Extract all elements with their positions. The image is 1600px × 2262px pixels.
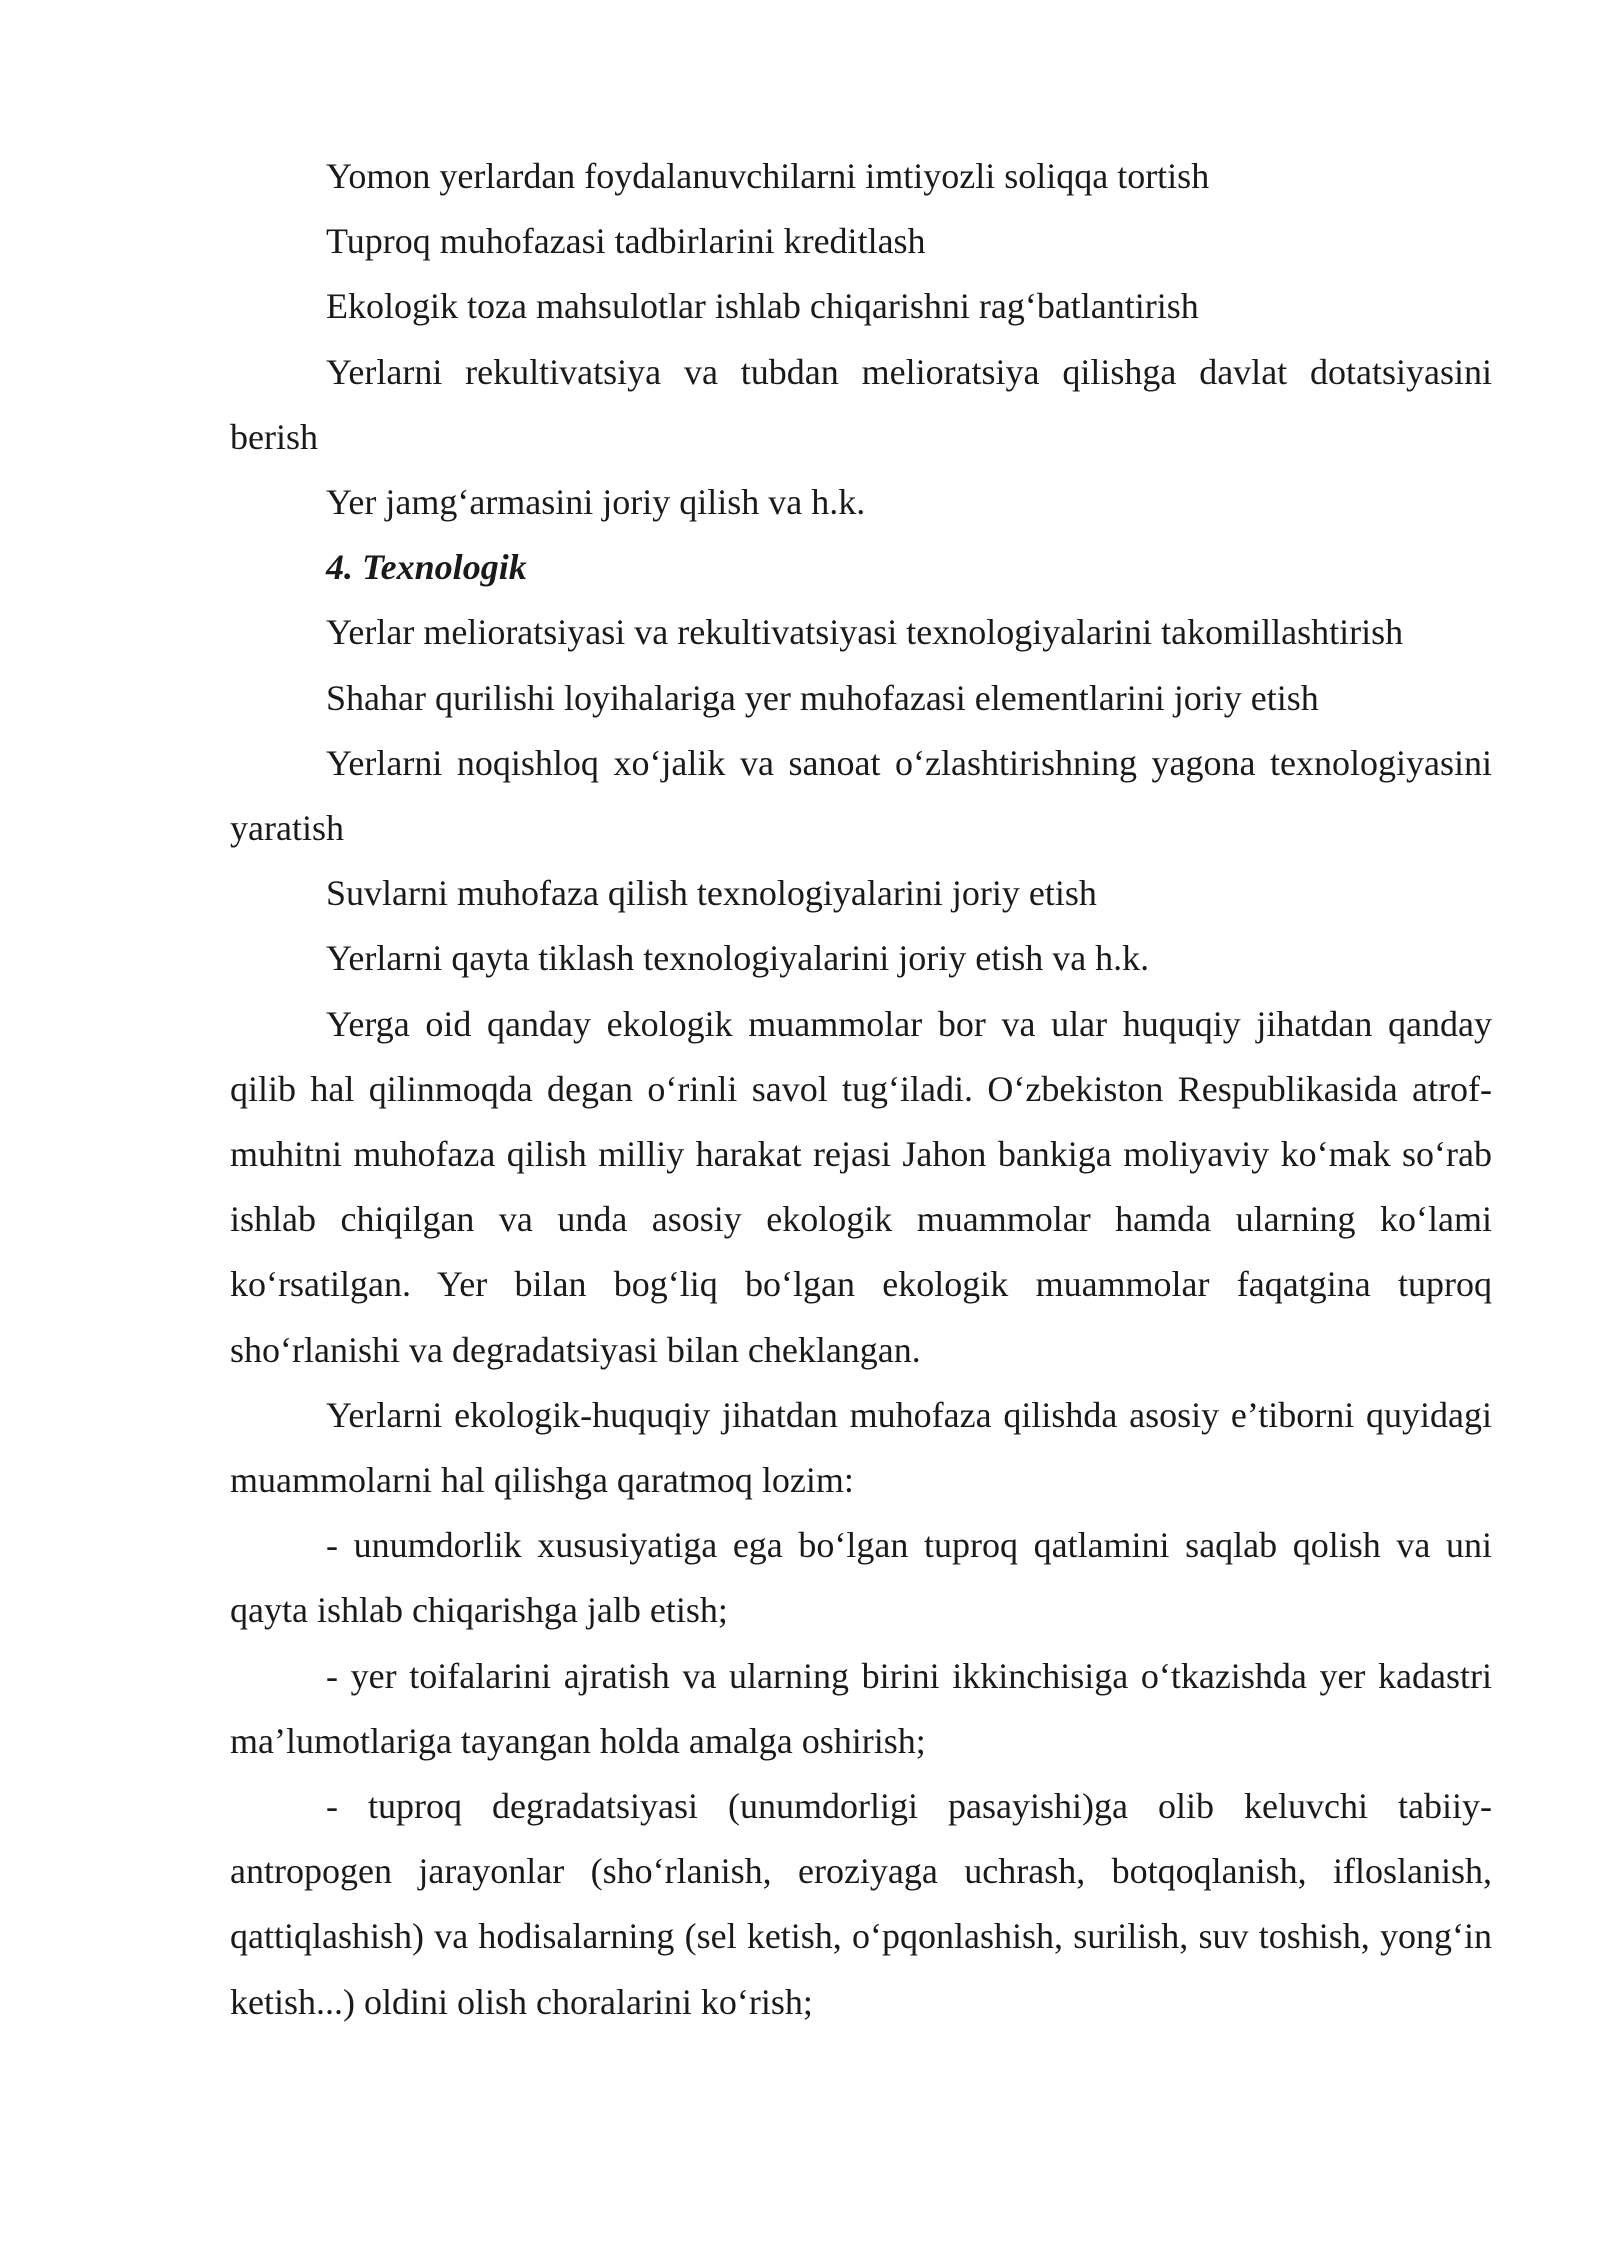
paragraph-ekologik-muammolar: Yerga oid qanday ekologik muammolar bor va ular huquqiy jihatdan qanday qilib hal qilinmoqda degan o‘rinli savol tug‘iladi. O‘zbekiston Respublikasida atrof-muhitni muhofaza qilish milliy harakat rejasi Jahon bankiga moliyaviy ko‘mak so‘rab ishlab chiqilgan va unda asosiy ekologik muammolar hamda ularning ko‘lami ko‘rsatilgan. Yer bilan bog‘liq bo‘lgan ekologik muammolar faqatgina tuproq sho‘rlanishi va degradatsiyasi bilan cheklangan. <box>230 1003 1492 1370</box>
paragraph-ekologik-mahsulot: Ekologik toza mahsulotlar ishlab chiqarishni rag‘batlantirish <box>326 286 1199 327</box>
paragraph-soliq: Yomon yerlardan foydalanuvchilarni imtiyozli soliqqa tortish <box>326 156 1210 196</box>
paragraph-qayta-tiklash: Yerlarni qayta tiklash texnologiyalarini joriy etish va h.k. <box>326 938 1150 979</box>
list-item-degradatsiya: - tuproq degradatsiyasi (unumdorligi pasayishi)ga olib keluvchi tabiiy-antropogen jarayonlar (sho‘rlanish, eroziyaga uchrash, botqoqlanish, ifloslanish, qattiqlashish) va hodisalarning (sel ketish, o‘pqonlashish, surilish, suv toshish, yong‘in ketish...) oldini olish choralarini ko‘rish; <box>230 1786 1492 2022</box>
paragraph-yagona-texnologiya: Yerlarni noqishloq xo‘jalik va sanoat o‘zlashtirishning yagona texnologiyasini yaratish <box>230 742 1492 849</box>
paragraph-dotatsiya: Yerlarni rekultivatsiya va tubdan melioratsiya qilishga davlat dotatsiyasini berish <box>230 351 1492 457</box>
list-item-yer-toifalari: - yer toifalarini ajratish va ularning birini ikkinchisiga o‘tkazishda yer kadastri ma’lumotlariga tayangan holda amalga oshirish; <box>230 1655 1492 1761</box>
paragraph-suvlar: Suvlarni muhofaza qilish texnologiyalarini joriy etish <box>326 873 1097 914</box>
paragraph-kredit: Tuproq muhofazasi tadbirlarini kreditlash <box>326 221 926 262</box>
document-page <box>230 144 1492 2035</box>
paragraph-shahar-qurilishi: Shahar qurilishi loyihalariga yer muhofazasi elementlarini joriy etish <box>326 677 1319 718</box>
paragraph-melioratsiya: Yerlar melioratsiyasi va rekultivatsiyasi texnologiyalarini takomillashtirish <box>326 612 1404 653</box>
paragraph-asosiy-etibor: Yerlarni ekologik-huquqiy jihatdan muhofaza qilishda asosiy e’tiborni quyidagi muammolarni hal qilishga qaratmoq lozim: <box>230 1394 1492 1501</box>
section-heading-texnologik: 4. Texnologik <box>326 547 527 588</box>
paragraph-yer-jamgarma: Yer jamg‘armasini joriy qilish va h.k. <box>326 482 866 523</box>
list-item-unumdorlik: - unumdorlik xususiyatiga ega bo‘lgan tuproq qatlamini saqlab qolish va uni qayta ishlab chiqarishga jalb etish; <box>230 1525 1492 1631</box>
